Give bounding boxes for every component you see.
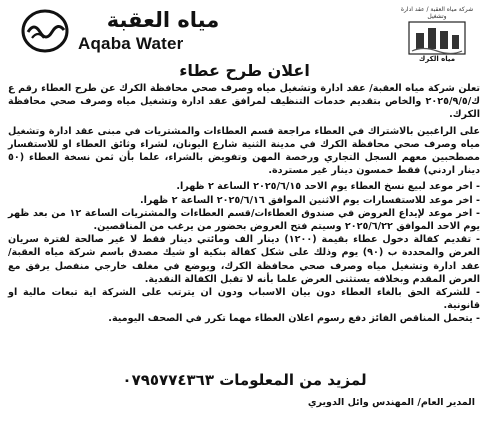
list-item: - اخر موعد لبيع نسخ العطاء يوم الاحد ٢٠٢٥/٦/١٥ الساعة ٢ ظهرا. bbox=[176, 181, 480, 193]
list-item: - اخر موعد لإيداع العروض في صندوق العطاءات/قسم العطاءات والمشتريات الساعة ١٢ من بعد ظهر يوم الاحد الموافق ٢٠٢٥/٦/٢٢ وسيتم فتح العروض بحضور من يرغب من المناقصين. bbox=[8, 207, 481, 233]
kerak-logo-caption: شركة مياه العقبة / عقد ادارة وتشغيل bbox=[400, 6, 474, 20]
conditions-paragraph: على الراغبين بالاشتراك في العطاء مراجعة قسم العطاءات والمشتريات في مبنى عقد ادارة وتشغيل مياه وصرف صحي محافظة الكرك في مدينة الثنية شارع اليونان، لشراء وثائق العطاء او للاستفسار مصطحبين معهم السجل التجاري ورخصة المهن وتفويض بالشراء، علما بأن ثمن نسخة العطاء (٥٠ دينار اردني) فقط خمسون دينار غير مستردة. bbox=[8, 125, 480, 177]
list-item: - اخر موعد للاستفسارات يوم الاثنين الموافق ٢٠٢٥/٦/١٦ الساعة ٢ ظهرا. bbox=[139, 194, 480, 206]
announcement-title: اعلان طرح عطاء bbox=[179, 61, 310, 80]
aqaba-water-logo bbox=[20, 6, 235, 56]
aqaba-water-logo-icon bbox=[20, 8, 70, 54]
kerak-water-logo bbox=[391, 6, 483, 63]
kerak-logo-name: مياه الكرك bbox=[418, 55, 456, 63]
list-item: - للشركة الحق بالغاء العطاء دون بيان الاسباب ودون ان يترتب على الشركة اية تبعات مالية او قانونية. bbox=[8, 287, 480, 312]
kerak-water-emblem-icon bbox=[408, 21, 466, 55]
signature-line: المدير العام/ المهندس وائل الدويري bbox=[307, 397, 475, 408]
list-item: - تقديم كفالة دخول عطاء بقيمة (١٢٠٠) دينار الف ومائتي دينار فقط لا غير صالحة لفترة سريان العرض والمحددة ب (٩٠) يوم وذلك على شكل كفالة بنكية او شيك مصدق باسم شركة مياه العقبة/ عقد ادارة وتشغيل مياه وصرف صحي محافظة الكرك، ويوضع في مغلف خارجي منفصل يرفق مع العرض المقدم وبخلافه يستثنى العرض علما بأنه لا تقبل الكفالة النقدية. bbox=[8, 234, 480, 285]
announcement-body bbox=[8, 82, 480, 326]
company-name-arabic: مياه العقبة bbox=[106, 8, 220, 32]
company-name-english: Aqaba Water bbox=[78, 34, 184, 53]
intro-paragraph: تعلن شركة مياه العقبة/ عقد ادارة وتشغيل مياه وصرف صحي محافظة الكرك عن طرح العطاء رقم ع ك/٢٠٢٥/٩/٥ والخاص بتقديم خدمات التنظيف لمرافق عقد ادارة وتشغيل مياه وصرف صحي محافظة الكرك. bbox=[8, 83, 480, 121]
contact-info: لمزيد من المعلومات ٠٧٩٥٧٧٤٣٦٣ bbox=[122, 371, 367, 389]
list-item: - يتحمل المناقص الفائز دفع رسوم اعلان العطاء مهما تكرر في الصحف اليومية. bbox=[108, 313, 480, 325]
